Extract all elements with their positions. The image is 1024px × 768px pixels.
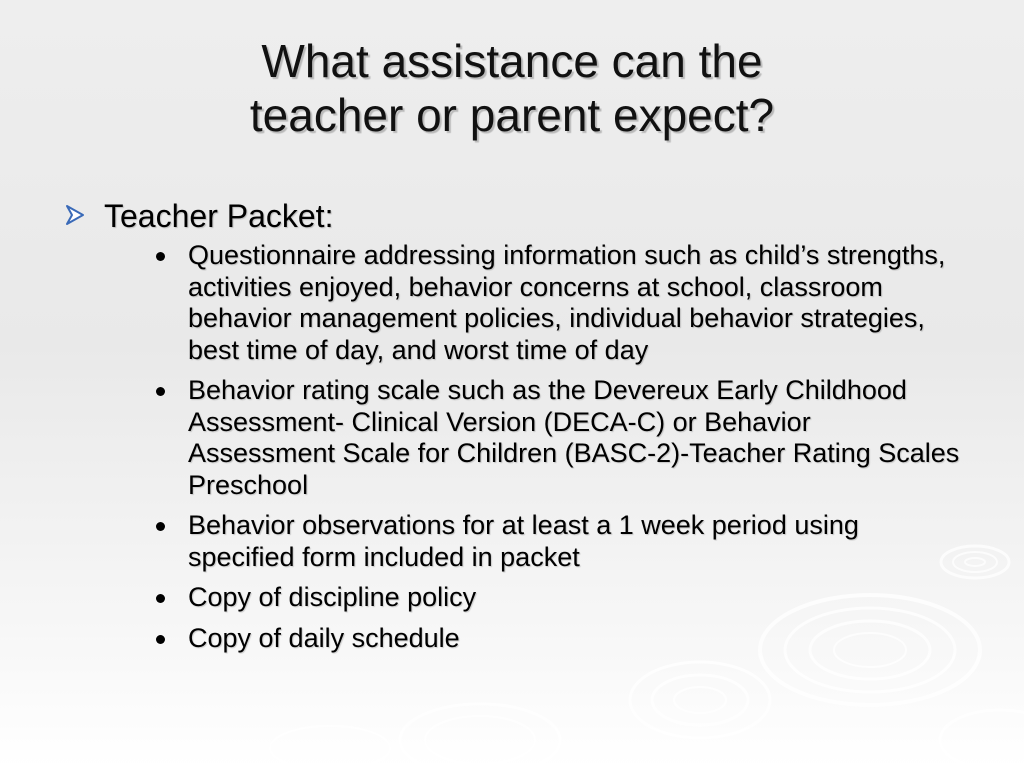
bullet-dot-icon [156, 594, 165, 603]
bullet-dot-icon [156, 522, 165, 531]
bullet-dot-icon [156, 635, 165, 644]
title-line-1: What assistance can the [261, 35, 763, 87]
list-item-text: Questionnaire addressing information such as child’s strengths, activities enjoyed, behavior concerns at school, classroom behavior management policies, individual behavior strategies, best time of day, and worst time of day [188, 240, 946, 365]
list-item [104, 375, 962, 501]
list-item-text: Copy of discipline policy [188, 582, 477, 612]
section-label: Teacher Packet: [104, 198, 334, 234]
slide-body [62, 196, 962, 663]
list-item [104, 623, 962, 655]
title-line-2: teacher or parent expect? [249, 89, 775, 141]
list-item [104, 510, 962, 573]
bullet-dot-icon [156, 252, 165, 261]
list-item-text: Behavior observations for at least a 1 week period using specified form included in packet [188, 510, 859, 572]
slide-title [112, 34, 912, 142]
bullet-dot-icon [156, 387, 165, 396]
arrow-bullet-icon [64, 204, 86, 226]
packet-items-list [104, 240, 962, 654]
list-item [104, 582, 962, 614]
list-item-text: Behavior rating scale such as the Devereux Early Childhood Assessment- Clinical Version (DECA-C) or Behavior Assessment Scale for Children (BASC-2)-Teacher Rating Scales Preschool [188, 375, 960, 500]
section-teacher-packet [62, 196, 962, 654]
list-item-text: Copy of daily schedule [188, 622, 460, 653]
list-item [104, 240, 962, 366]
